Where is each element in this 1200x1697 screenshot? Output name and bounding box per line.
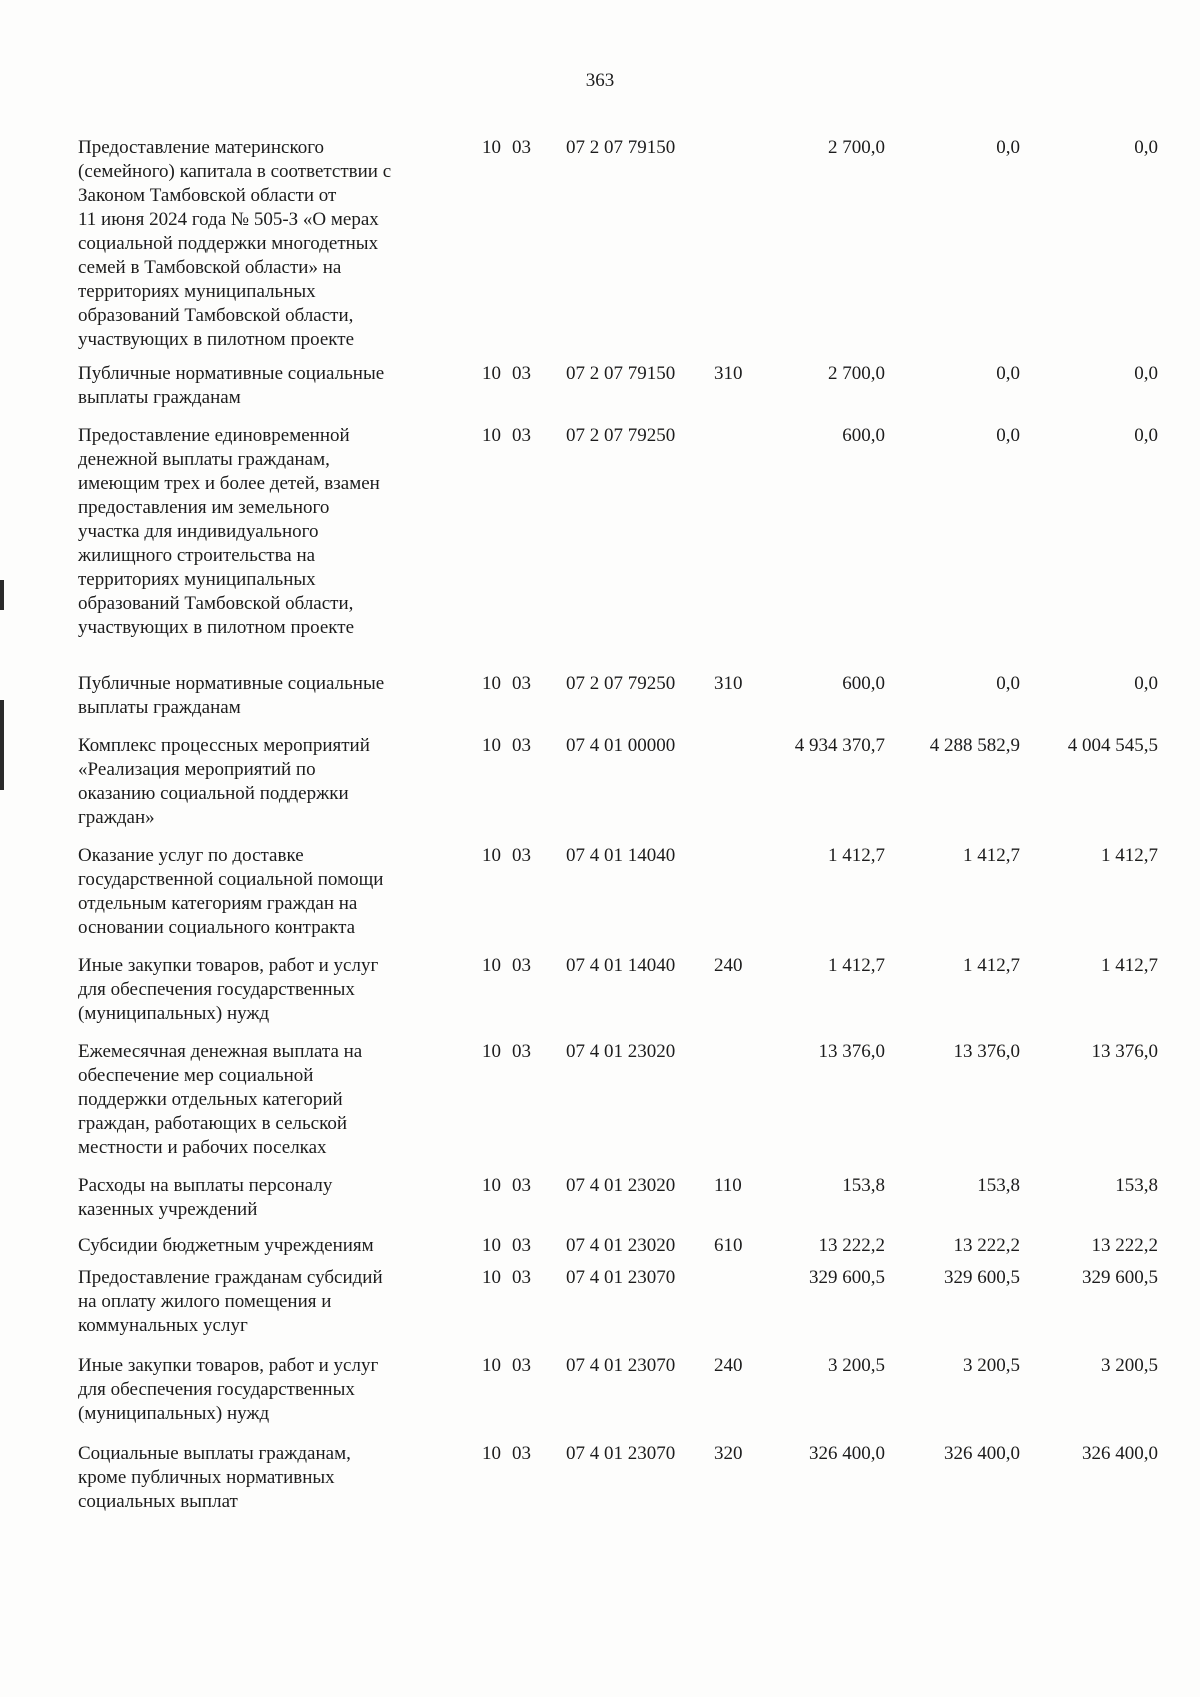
row-value-1: 1 412,7 <box>828 955 885 976</box>
row-target-article: 07 4 01 23070 <box>566 1267 676 1288</box>
row-target-article: 07 4 01 23020 <box>566 1235 676 1256</box>
row-value-3: 0,0 <box>1134 363 1158 384</box>
row-value-3: 4 004 545,5 <box>1067 735 1158 756</box>
row-value-2: 4 288 582,9 <box>929 735 1020 756</box>
row-subsection: 03 <box>512 1175 531 1196</box>
row-value-1: 13 376,0 <box>818 1041 885 1062</box>
row-expense-type: 240 <box>714 1355 743 1376</box>
row-value-1: 3 200,5 <box>828 1355 885 1376</box>
row-name: Оказание услуг по доставке государственной социальной помощи отдельным категориям граждан на основании социального контракта <box>78 845 384 938</box>
row-target-article: 07 2 07 79250 <box>566 673 676 694</box>
row-value-3: 13 376,0 <box>1091 1041 1158 1062</box>
row-value-1: 2 700,0 <box>828 363 885 384</box>
row-value-3: 0,0 <box>1134 673 1158 694</box>
row-name: Субсидии бюджетным учреждениям <box>78 1235 374 1256</box>
row-value-3: 0,0 <box>1134 137 1158 158</box>
row-target-article: 07 4 01 00000 <box>566 735 676 756</box>
row-subsection: 03 <box>512 845 531 866</box>
row-name: Социальные выплаты гражданам, кроме публичных нормативных социальных выплат <box>78 1443 351 1512</box>
row-name: Расходы на выплаты персоналу казенных учреждений <box>78 1175 333 1220</box>
row-target-article: 07 2 07 79250 <box>566 425 676 446</box>
row-section: 10 <box>482 845 501 866</box>
row-value-1: 600,0 <box>842 673 885 694</box>
row-subsection: 03 <box>512 425 531 446</box>
row-value-2: 3 200,5 <box>963 1355 1020 1376</box>
row-section: 10 <box>482 955 501 976</box>
row-value-2: 0,0 <box>996 363 1020 384</box>
page-number: 363 <box>585 70 615 91</box>
row-section: 10 <box>482 1355 501 1376</box>
row-value-1: 1 412,7 <box>828 845 885 866</box>
row-value-3: 1 412,7 <box>1101 845 1158 866</box>
row-value-1: 326 400,0 <box>809 1443 885 1464</box>
row-target-article: 07 4 01 23070 <box>566 1355 676 1376</box>
row-value-1: 153,8 <box>842 1175 885 1196</box>
row-section: 10 <box>482 1443 501 1464</box>
row-name: Предоставление единовременной денежной выплаты гражданам, имеющим трех и более детей, взамен предоставления им земельного участка для индивидуального жилищного строительства на территориях муниципальных образований Тамбовской области, участвующих в пилотном проекте <box>78 425 380 638</box>
row-subsection: 03 <box>512 1041 531 1062</box>
row-target-article: 07 4 01 14040 <box>566 955 676 976</box>
row-expense-type: 240 <box>714 955 743 976</box>
row-section: 10 <box>482 1235 501 1256</box>
row-subsection: 03 <box>512 1443 531 1464</box>
row-subsection: 03 <box>512 673 531 694</box>
row-section: 10 <box>482 425 501 446</box>
row-value-1: 4 934 370,7 <box>794 735 885 756</box>
row-subsection: 03 <box>512 735 531 756</box>
row-value-2: 13 376,0 <box>953 1041 1020 1062</box>
row-value-3: 326 400,0 <box>1082 1443 1158 1464</box>
row-subsection: 03 <box>512 363 531 384</box>
row-target-article: 07 4 01 14040 <box>566 845 676 866</box>
row-section: 10 <box>482 363 501 384</box>
row-section: 10 <box>482 137 501 158</box>
row-section: 10 <box>482 1175 501 1196</box>
row-name: Публичные нормативные социальные выплаты гражданам <box>78 363 385 408</box>
row-value-1: 600,0 <box>842 425 885 446</box>
row-value-3: 0,0 <box>1134 425 1158 446</box>
row-name: Публичные нормативные социальные выплаты гражданам <box>78 673 385 718</box>
scan-edge-mark <box>0 580 4 610</box>
row-value-1: 13 222,2 <box>818 1235 885 1256</box>
row-section: 10 <box>482 673 501 694</box>
row-section: 10 <box>482 1267 501 1288</box>
row-name: Предоставление гражданам субсидий на оплату жилого помещения и коммунальных услуг <box>78 1267 383 1336</box>
row-value-3: 153,8 <box>1115 1175 1158 1196</box>
row-value-2: 0,0 <box>996 425 1020 446</box>
row-target-article: 07 2 07 79150 <box>566 363 676 384</box>
row-value-1: 329 600,5 <box>809 1267 885 1288</box>
row-target-article: 07 4 01 23020 <box>566 1041 676 1062</box>
row-value-2: 0,0 <box>996 673 1020 694</box>
row-value-2: 13 222,2 <box>953 1235 1020 1256</box>
row-value-2: 326 400,0 <box>944 1443 1020 1464</box>
row-name: Комплекс процессных мероприятий «Реализация мероприятий по оказанию социальной поддержки граждан» <box>78 735 370 828</box>
row-subsection: 03 <box>512 137 531 158</box>
row-expense-type: 310 <box>714 363 743 384</box>
row-name: Иные закупки товаров, работ и услуг для обеспечения государственных (муниципальных) нужд <box>78 1355 379 1424</box>
row-name: Предоставление материнского (семейного) капитала в соответствии с Законом Тамбовской области от 11 июня 2024 года № 505-З «О мерах социальной поддержки многодетных семей в Тамбовской области» на территориях муниципальных образований Тамбовской области, участвующих в пилотном проекте <box>78 137 392 350</box>
row-section: 10 <box>482 735 501 756</box>
row-subsection: 03 <box>512 955 531 976</box>
scan-edge-mark <box>0 700 4 790</box>
row-name: Ежемесячная денежная выплата на обеспечение мер социальной поддержки отдельных категорий граждан, работающих в сельской местности и рабочих поселках <box>78 1041 363 1158</box>
row-section: 10 <box>482 1041 501 1062</box>
row-value-3: 329 600,5 <box>1082 1267 1158 1288</box>
row-subsection: 03 <box>512 1235 531 1256</box>
row-subsection: 03 <box>512 1355 531 1376</box>
row-value-2: 0,0 <box>996 137 1020 158</box>
row-target-article: 07 4 01 23070 <box>566 1443 676 1464</box>
row-value-2: 329 600,5 <box>944 1267 1020 1288</box>
row-name: Иные закупки товаров, работ и услуг для обеспечения государственных (муниципальных) нужд <box>78 955 379 1024</box>
row-expense-type: 110 <box>714 1175 742 1196</box>
row-value-1: 2 700,0 <box>828 137 885 158</box>
row-expense-type: 610 <box>714 1235 743 1256</box>
row-value-2: 153,8 <box>977 1175 1020 1196</box>
row-expense-type: 320 <box>714 1443 743 1464</box>
row-value-3: 1 412,7 <box>1101 955 1158 976</box>
row-target-article: 07 4 01 23020 <box>566 1175 676 1196</box>
row-value-3: 13 222,2 <box>1091 1235 1158 1256</box>
row-value-2: 1 412,7 <box>963 845 1020 866</box>
row-subsection: 03 <box>512 1267 531 1288</box>
row-value-3: 3 200,5 <box>1101 1355 1158 1376</box>
row-value-2: 1 412,7 <box>963 955 1020 976</box>
row-target-article: 07 2 07 79150 <box>566 137 676 158</box>
row-expense-type: 310 <box>714 673 743 694</box>
